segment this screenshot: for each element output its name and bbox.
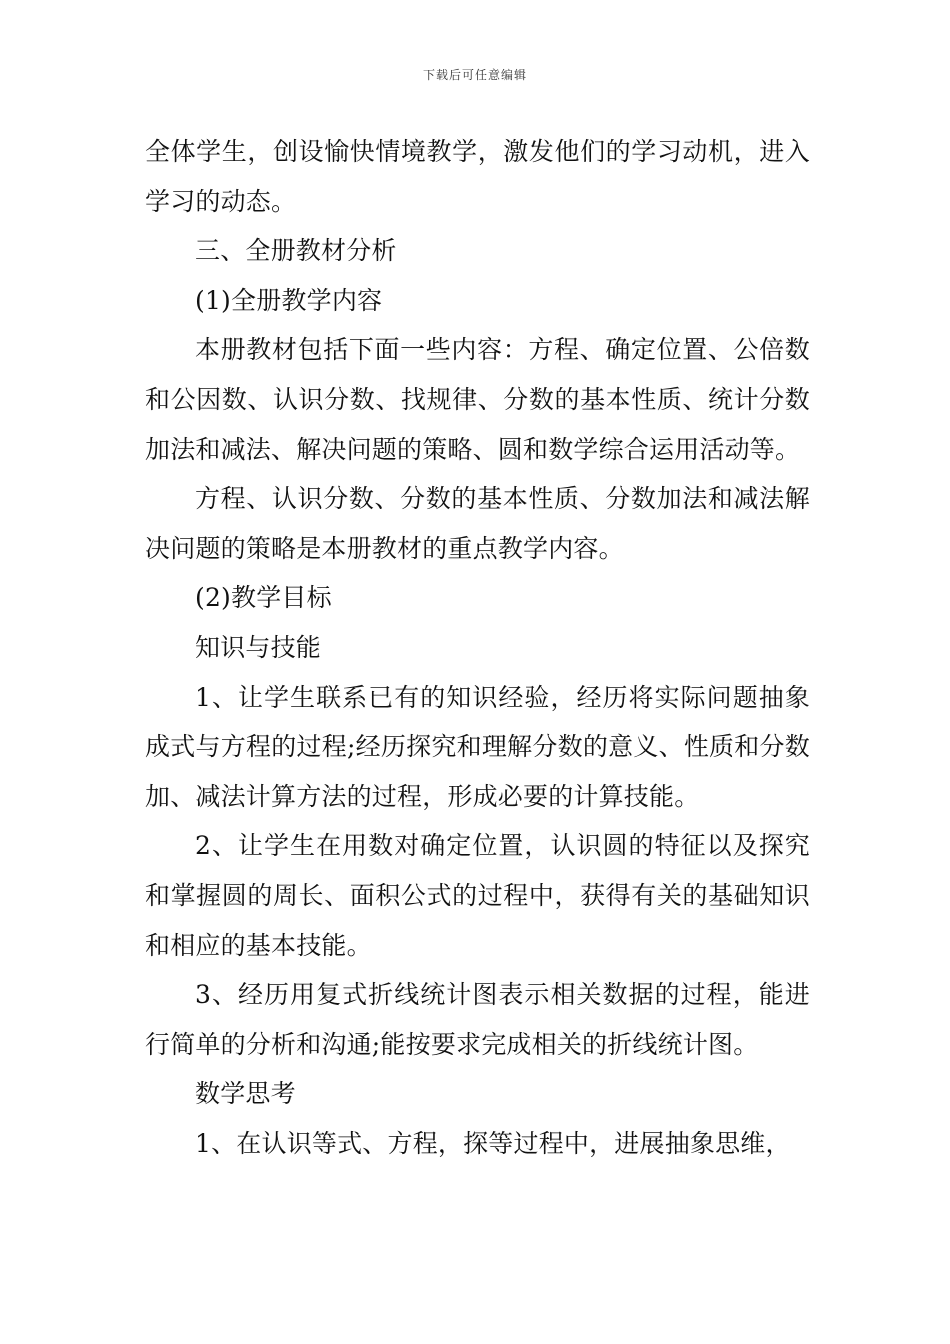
list-item-thinking-1: 1、在认识等式、方程，探等过程中，进展抽象思维， <box>195 1128 791 1158</box>
list-item-3: 3、经历用复式折线统计图表示相关数据的过程，能进行简单的分析和沟通;能按要求完成相关的折线统计图。 <box>145 980 810 1059</box>
paragraph-continuation: 全体学生，创设愉快情境教学，激发他们的学习动机，进入学习的动态。 <box>145 137 810 216</box>
paragraph-content-list: 本册教材包括下面一些内容：方程、确定位置、公倍数和公因数、认识分数、找规律、分数的基本性质、统计分数加法和减法、解决问题的策略、圆和数学综合运用活动等。 <box>145 335 810 464</box>
document-body <box>145 127 810 1168</box>
subheading-teaching-content: (1)全册教学内容 <box>195 285 383 315</box>
paragraph-key-content: 方程、认识分数、分数的基本性质、分数加法和减法解决问题的策略是本册教材的重点教学内容。 <box>145 484 810 563</box>
subheading-math-thinking: 数学思考 <box>195 1079 296 1109</box>
page-header: 下载后可任意编辑 <box>422 68 527 82</box>
list-item-2: 2、让学生在用数对确定位置，认识圆的特征以及探究和掌握圆的周长、面积公式的过程中，获得有关的基础知识和相应的基本技能。 <box>145 831 810 960</box>
list-item-1: 1、让学生联系已有的知识经验，经历将实际问题抽象成式与方程的过程;经历探究和理解分数的意义、性质和分数加、减法计算方法的过程，形成必要的计算技能。 <box>145 682 810 811</box>
subheading-teaching-goals: (2)教学目标 <box>195 583 332 613</box>
subheading-knowledge-skills: 知识与技能 <box>195 632 322 662</box>
section-heading-textbook-analysis: 三、全册教材分析 <box>195 236 397 266</box>
